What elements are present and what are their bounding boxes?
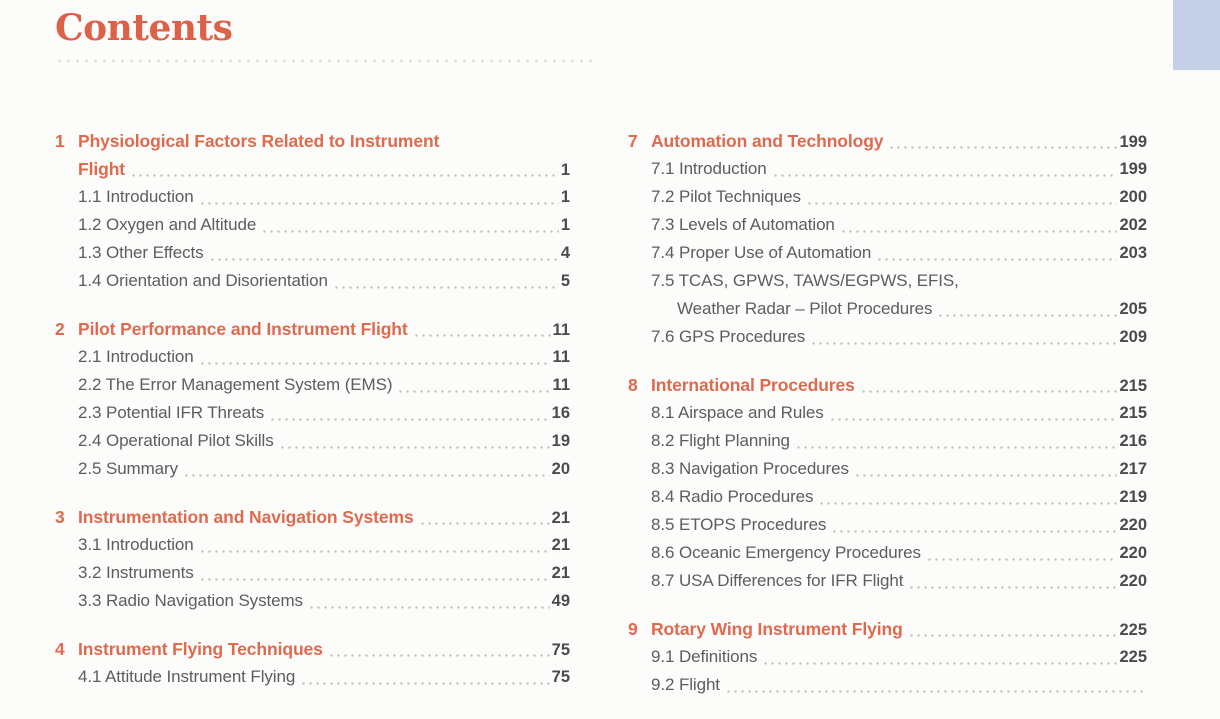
item-label: 3.3 Radio Navigation Systems: [78, 591, 303, 610]
page-number: 4: [560, 244, 570, 262]
dot-leader: [795, 446, 1118, 449]
item-label: 8.1 Airspace and Rules: [651, 403, 824, 422]
dot-leader: [908, 586, 1117, 589]
toc-item: [78, 267, 570, 295]
page-number: 200: [1119, 188, 1147, 206]
toc-item: [651, 399, 1147, 427]
item-label: 7.2 Pilot Techniques: [651, 187, 801, 206]
dot-leader: [908, 634, 1118, 637]
item-label: 3.2 Instruments: [78, 563, 194, 582]
page-number: 75: [551, 668, 570, 686]
chapter-title: Instrument Flying Techniques: [78, 639, 323, 659]
item-label: 8.5 ETOPS Procedures: [651, 515, 827, 534]
page-number: 11: [552, 348, 570, 366]
toc-item: [78, 399, 570, 427]
chapter-entry-9: [628, 615, 1147, 699]
item-label: 7.1 Introduction: [651, 159, 767, 178]
dot-leader: [183, 474, 550, 477]
page-number: 1: [560, 161, 570, 179]
item-label: 8.2 Flight Planning: [651, 431, 790, 450]
dot-leader: [829, 418, 1118, 421]
page-number: 1: [560, 188, 570, 206]
chapter-title: Physiological Factors Related to Instrument: [78, 131, 440, 151]
dot-leader: [130, 174, 559, 177]
item-label: 7.5 TCAS, GPWS, TAWS/EGPWS, EFIS,: [651, 271, 959, 290]
chapter-title-line2: Flight: [78, 159, 126, 179]
page-number: 205: [1119, 300, 1147, 318]
toc-item: [651, 323, 1147, 351]
chapter-number: 9: [628, 619, 638, 639]
dot-leader: [199, 550, 550, 553]
page-number: 199: [1119, 133, 1147, 151]
page-number: 203: [1119, 244, 1147, 262]
item-label: 2.2 The Error Management System (EMS): [78, 375, 393, 394]
page-number: 19: [551, 432, 570, 450]
page-number: 215: [1119, 377, 1147, 395]
toc-item: [78, 239, 570, 267]
chapter-number: 4: [55, 639, 65, 659]
item-label: 8.3 Navigation Procedures: [651, 459, 849, 478]
chapter-title: Pilot Performance and Instrument Flight: [78, 319, 408, 339]
toc-item: [651, 155, 1147, 183]
dot-leader: [888, 146, 1117, 149]
chapter-number: 2: [55, 319, 65, 339]
toc-columns: [55, 127, 1220, 719]
toc-item: [651, 267, 1147, 295]
dot-leader: [831, 530, 1117, 533]
page-number: 220: [1119, 572, 1147, 590]
toc-item-continuation: [651, 295, 1147, 323]
page-number: 11: [552, 376, 570, 394]
toc-item: [78, 587, 570, 615]
item-label: 1.2 Oxygen and Altitude: [78, 215, 257, 234]
toc-item: [651, 211, 1147, 239]
chapter-title: International Procedures: [651, 375, 855, 395]
dot-leader: [333, 286, 559, 289]
page-number: 215: [1119, 404, 1147, 422]
item-label: 3.1 Introduction: [78, 535, 194, 554]
toc-item: [78, 663, 570, 691]
item-label: 9.2 Flight: [651, 675, 720, 694]
dot-leader: [261, 230, 559, 233]
chapter-entry-8: [628, 371, 1147, 595]
toc-item: [78, 183, 570, 211]
toc-item: [651, 567, 1147, 595]
page-number: 49: [551, 592, 570, 610]
toc-item: [651, 427, 1147, 455]
item-label: 8.4 Radio Procedures: [651, 487, 814, 506]
page-number: 11: [552, 321, 570, 339]
page-number: 5: [560, 272, 570, 290]
chapter-title: Automation and Technology: [651, 131, 884, 151]
page-number: 199: [1119, 160, 1147, 178]
dot-leader: [328, 654, 550, 657]
dot-leader: [926, 558, 1118, 561]
chapter-entry-3: [55, 503, 570, 615]
dot-leader: [860, 390, 1118, 393]
dot-leader: [199, 202, 559, 205]
toc-column-left: [55, 127, 570, 719]
chapter-entry-2: [55, 315, 570, 483]
toc-item: [78, 455, 570, 483]
toc-item: [78, 427, 570, 455]
item-label: 7.4 Proper Use of Automation: [651, 243, 872, 262]
dot-leader: [419, 522, 550, 525]
page-number: 21: [551, 564, 570, 582]
page-number: 225: [1119, 648, 1147, 666]
toc-item: [78, 343, 570, 371]
page-number: 1: [560, 216, 570, 234]
dot-leader: [876, 258, 1117, 261]
dot-leader: [840, 230, 1118, 233]
chapter-number: 7: [628, 131, 638, 151]
item-label: 1.4 Orientation and Disorientation: [78, 271, 328, 290]
page-number: 209: [1119, 328, 1147, 346]
dot-leader: [413, 334, 551, 337]
toc-item: [651, 455, 1147, 483]
item-label: 2.5 Summary: [78, 459, 178, 478]
dot-leader: [854, 474, 1118, 477]
page-number: 75: [551, 641, 570, 659]
chapter-title: Instrumentation and Navigation Systems: [78, 507, 414, 527]
dot-leader: [818, 502, 1117, 505]
page-number: 21: [551, 536, 570, 554]
item-label: 7.6 GPS Procedures: [651, 327, 806, 346]
item-label: 7.3 Levels of Automation: [651, 215, 835, 234]
dot-leader: [199, 578, 550, 581]
chapter-number: 8: [628, 375, 638, 395]
toc-item: [651, 643, 1147, 671]
toc-item: [78, 559, 570, 587]
toc-column-right: [628, 127, 1147, 719]
page-number: 216: [1119, 432, 1147, 450]
page-number: 219: [1119, 488, 1147, 506]
chapter-entry-4: [55, 635, 570, 691]
dot-leader: [308, 606, 550, 609]
chapter-entry-7: [628, 127, 1147, 351]
page-number: 21: [551, 509, 570, 527]
dot-leader: [725, 690, 1145, 693]
toc-item: [78, 211, 570, 239]
chapter-entry-1: [55, 127, 570, 295]
chapter-number: 3: [55, 507, 65, 527]
dot-leader: [772, 174, 1118, 177]
dot-leader: [199, 362, 551, 365]
toc-item: [78, 371, 570, 399]
item-label: 8.7 USA Differences for IFR Flight: [651, 571, 904, 590]
dot-leader: [269, 418, 549, 421]
title-dotted-rule: [55, 59, 595, 63]
toc-item: [651, 511, 1147, 539]
item-label: 2.4 Operational Pilot Skills: [78, 431, 274, 450]
toc-item: [651, 483, 1147, 511]
toc-item: [651, 671, 1147, 699]
toc-item: [78, 531, 570, 559]
toc-item: [651, 183, 1147, 211]
item-label: 2.1 Introduction: [78, 347, 194, 366]
page-number: 220: [1119, 516, 1147, 534]
dot-leader: [806, 202, 1118, 205]
chapter-title: Rotary Wing Instrument Flying: [651, 619, 903, 639]
dot-leader: [209, 258, 559, 261]
dot-leader: [397, 390, 550, 393]
dot-leader: [300, 682, 549, 685]
toc-item: [651, 239, 1147, 267]
chapter-number: 1: [55, 131, 65, 151]
item-label: 2.3 Potential IFR Threats: [78, 403, 265, 422]
dot-leader: [762, 662, 1117, 665]
dot-leader: [937, 314, 1117, 317]
page-title: Contents: [55, 7, 233, 49]
item-label: 8.6 Oceanic Emergency Procedures: [651, 543, 921, 562]
page-number: 220: [1119, 544, 1147, 562]
dot-leader: [279, 446, 550, 449]
chapter-edge-tab: [1173, 0, 1220, 70]
page-number: 16: [551, 404, 570, 422]
toc-item: [651, 539, 1147, 567]
item-label-line2: Weather Radar – Pilot Procedures: [677, 299, 933, 318]
item-label: 4.1 Attitude Instrument Flying: [78, 667, 296, 686]
item-label: 9.1 Definitions: [651, 647, 758, 666]
item-label: 1.3 Other Effects: [78, 243, 204, 262]
dot-leader: [810, 342, 1117, 345]
item-label: 1.1 Introduction: [78, 187, 194, 206]
page-number: 225: [1119, 621, 1147, 639]
page-number: 20: [551, 460, 570, 478]
page-number: 217: [1119, 460, 1147, 478]
page-number: 202: [1119, 216, 1147, 234]
